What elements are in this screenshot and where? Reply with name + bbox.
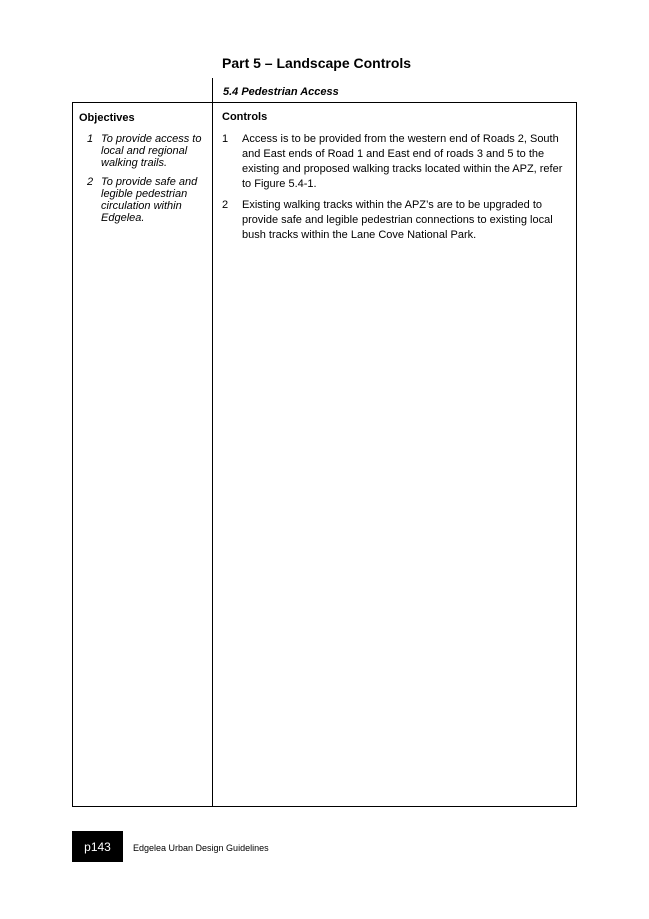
objective-text: To provide safe and legible pedestrian circulation within Edgelea.	[101, 176, 198, 224]
control-text: Existing walking tracks within the APZ’s are to be upgraded to provide safe and legible pedestrian connections to existing local bush tracks within the Lane Cove National Park.	[242, 199, 553, 241]
column-divider-top	[212, 78, 213, 103]
objectives-column	[79, 112, 205, 231]
page-number-badge	[72, 831, 123, 862]
controls-column	[222, 111, 567, 249]
page-number: p143	[84, 839, 111, 854]
controls-list	[222, 132, 567, 243]
section-title: 5.4 Pedestrian Access	[223, 86, 339, 98]
controls-heading: Controls	[222, 111, 268, 123]
document-title: Edgelea Urban Design Guidelines	[133, 843, 269, 853]
objectives-heading: Objectives	[79, 112, 135, 124]
objective-number: 2	[87, 176, 94, 188]
objectives-list	[79, 133, 205, 224]
objective-number: 1	[87, 133, 94, 145]
objective-text: To provide access to local and regional walking trails.	[101, 133, 202, 169]
column-divider	[212, 103, 213, 806]
objective-item	[79, 176, 205, 224]
objective-item	[79, 133, 205, 169]
control-number: 1	[222, 133, 229, 145]
part-title: Part 5 – Landscape Controls	[222, 55, 412, 71]
control-text: Access is to be provided from the western end of Roads 2, South and East ends of Road 1 and East end of roads 3 and 5 to the existing and proposed walking tracks located within the APZ, refer to Figure 5.4-1.	[242, 133, 563, 190]
control-item	[222, 132, 567, 192]
control-number: 2	[222, 199, 229, 211]
objectives-controls-table	[72, 102, 577, 807]
control-item	[222, 198, 567, 243]
